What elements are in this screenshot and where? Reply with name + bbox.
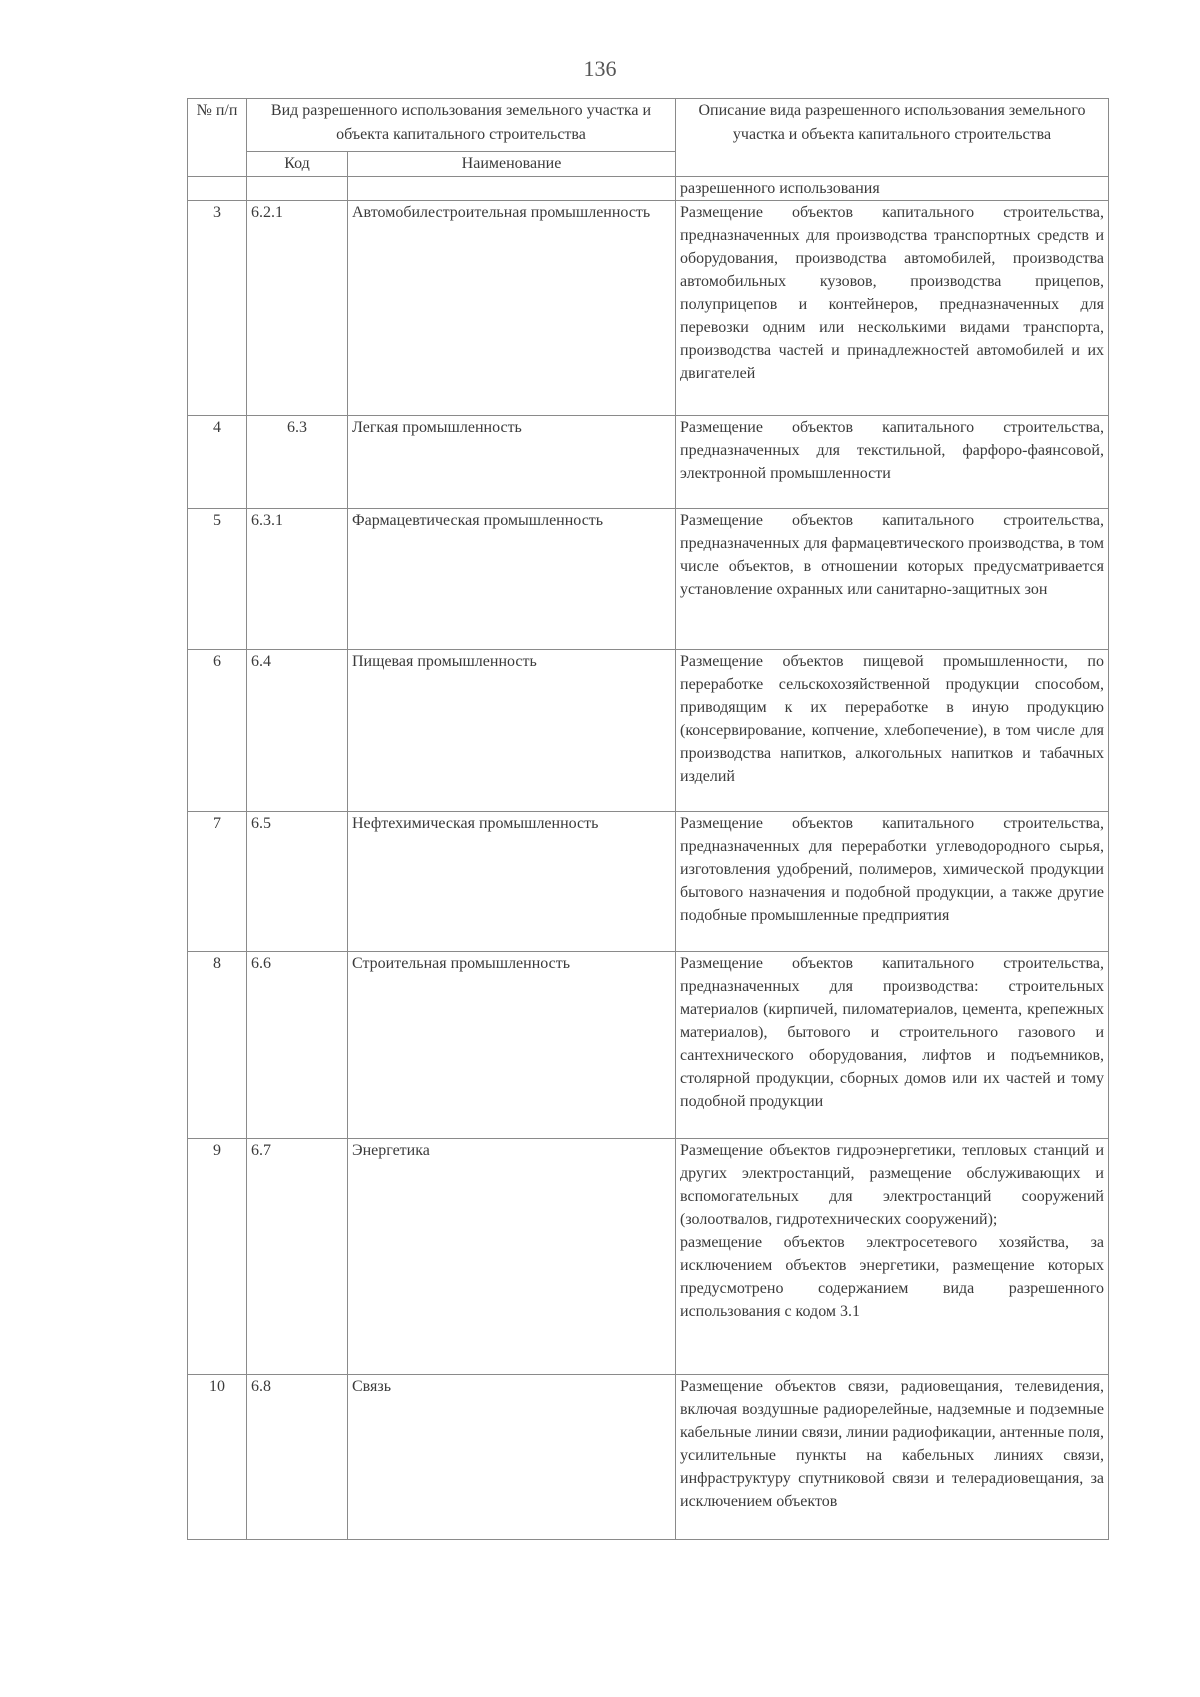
- table-row: [188, 650, 1109, 812]
- row-code: 6.7: [247, 1139, 348, 1375]
- row-number: 10: [188, 1375, 247, 1540]
- page-number: 136: [583, 56, 617, 81]
- land-use-table: [187, 98, 1109, 1540]
- description-part: размещение объектов электросетевого хозяйства, за исключением объектов энергетики, размещение которых предусмотрено содержанием вида разрешенного использования с кодом 3.1: [680, 1234, 1104, 1320]
- row-number: 6: [188, 650, 247, 812]
- cell-empty: [348, 177, 676, 201]
- row-code: 6.8: [247, 1375, 348, 1540]
- row-description: Размещение объектов связи, радиовещания, телевидения, включая воздушные радиорелейные, надземные и подземные кабельные линии связи, линии радиофикации, антенные поля, усилительные пункты на кабельных линиях связи, инфраструктуру спутниковой связи и телерадиовещания, за исключением объектов: [676, 1375, 1109, 1540]
- row-description: Размещение объектов капитального строительства, предназначенных для переработки углеводородного сырья, изготовления удобрений, полимеров, химической продукции бытового назначения и подобной продукции, а также другие подобные промышленные предприятия: [676, 812, 1109, 952]
- continuation-text: разрешенного использования: [676, 177, 1109, 201]
- row-description: Размещение объектов капитального строительства, предназначенных для фармацевтического производства, в том числе объектов, в отношении которых предусматривается установление охранных или санитарно-защитных зон: [676, 509, 1109, 650]
- row-number: 4: [188, 416, 247, 509]
- description-part: Размещение объектов гидроэнергетики, тепловых станций и других электростанций, размещение обслуживающих и вспомогательных для электростанций сооружений (золоотвалов, гидротехнических сооружений);: [680, 1142, 1104, 1228]
- row-code: 6.4: [247, 650, 348, 812]
- table-row-continuation: [188, 177, 1109, 201]
- row-code: 6.2.1: [247, 201, 348, 416]
- row-code: 6.5: [247, 812, 348, 952]
- header-number: № п/п: [188, 99, 247, 177]
- row-code: 6.3.1: [247, 509, 348, 650]
- table-row: [188, 952, 1109, 1139]
- header-name: Наименование: [348, 152, 676, 177]
- cell-empty: [247, 177, 348, 201]
- row-name: Нефтехимическая промышленность: [348, 812, 676, 952]
- row-number: 8: [188, 952, 247, 1139]
- row-description: Размещение объектов капитального строительства, предназначенных для текстильной, фарфоро-фаянсовой, электронной промышленности: [676, 416, 1109, 509]
- row-description: Размещение объектов капитального строительства, предназначенных для производства транспортных средств и оборудования, производства автомобилей, производства автомобильных кузовов, производства прицепов, полуприцепов и контейнеров, предназначенных для перевозки одним или несколькими видами транспорта, производства частей и принадлежностей автомобилей и их двигателей: [676, 201, 1109, 416]
- row-description: Размещение объектов пищевой промышленности, по переработке сельскохозяйственной продукции способом, приводящим к их переработке в иную продукцию (консервирование, копчение, хлебопечение), в том числе для производства напитков, алкогольных напитков и табачных изделий: [676, 650, 1109, 812]
- table-row: [188, 812, 1109, 952]
- row-name: Строительная промышленность: [348, 952, 676, 1139]
- row-number: 7: [188, 812, 247, 952]
- row-name: Связь: [348, 1375, 676, 1540]
- row-name: Пищевая промышленность: [348, 650, 676, 812]
- header-description: Описание вида разрешенного использования земельного участка и объекта капитального строительства: [676, 99, 1109, 177]
- row-code: 6.3: [247, 416, 348, 509]
- table-row: [188, 1139, 1109, 1375]
- table-row: [188, 509, 1109, 650]
- row-number: 5: [188, 509, 247, 650]
- header-code: Код: [247, 152, 348, 177]
- table-row: [188, 1375, 1109, 1540]
- row-description: Размещение объектов капитального строительства, предназначенных для производства: строительных материалов (кирпичей, пиломатериалов, цемента, крепежных материалов), бытового и строительного газового и сантехнического оборудования, лифтов и подъемников, столярной продукции, сборных домов или их частей и тому подобной продукции: [676, 952, 1109, 1139]
- row-number: 3: [188, 201, 247, 416]
- cell-empty: [188, 177, 247, 201]
- row-name: Автомобилестроительная промышленность: [348, 201, 676, 416]
- row-name: Фармацевтическая промышленность: [348, 509, 676, 650]
- table-row: [188, 416, 1109, 509]
- row-description: [676, 1139, 1109, 1375]
- row-name: Энергетика: [348, 1139, 676, 1375]
- table-row: [188, 201, 1109, 416]
- header-land-use-type: Вид разрешенного использования земельного участка и объекта капитального строительства: [247, 99, 676, 152]
- row-number: 9: [188, 1139, 247, 1375]
- row-code: 6.6: [247, 952, 348, 1139]
- row-name: Легкая промышленность: [348, 416, 676, 509]
